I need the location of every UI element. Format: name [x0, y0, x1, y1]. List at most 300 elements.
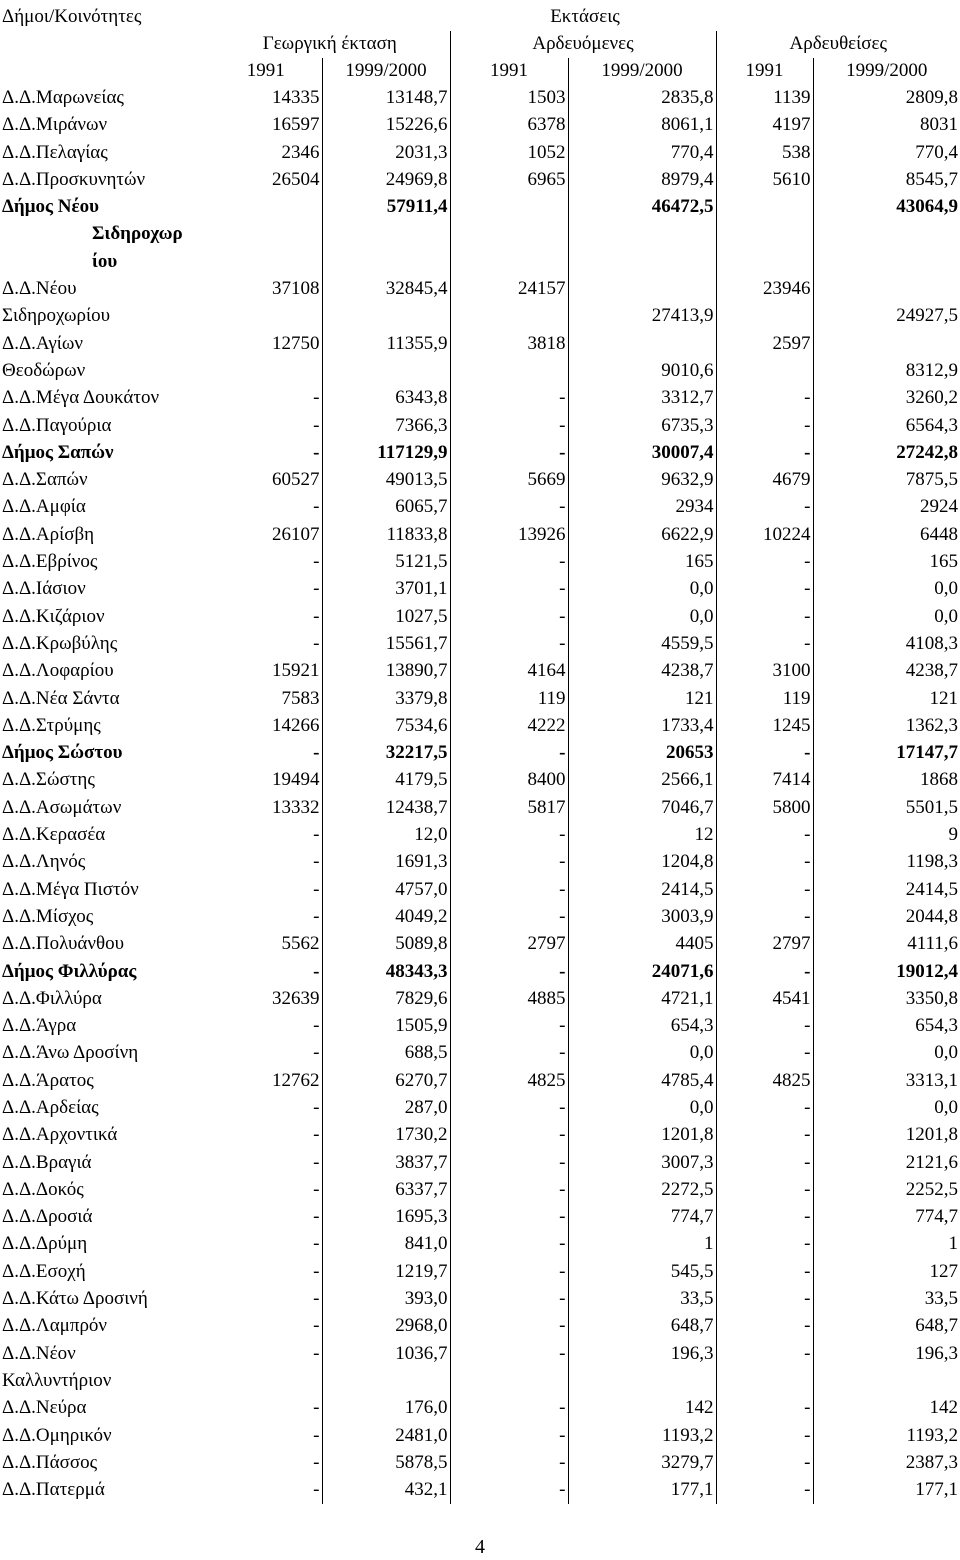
- table-cell: 545,5: [568, 1259, 716, 1286]
- table-cell: 12,0: [322, 822, 450, 849]
- row-label: Δ.Δ.Λοφαρίου: [2, 660, 114, 682]
- table-cell: 3350,8: [905, 987, 959, 1009]
- table-cell: 1027,5: [322, 604, 450, 631]
- row-label: Δ.Δ.Νέον: [2, 1342, 76, 1364]
- table-row: [0, 1341, 960, 1368]
- row-label: Δ.Δ.Νέου: [2, 278, 77, 300]
- table-cell: 12: [568, 822, 716, 849]
- table-row: [0, 358, 960, 385]
- table-cell: [568, 1368, 716, 1395]
- table-cell: [322, 358, 450, 385]
- table-cell: 24157: [450, 276, 568, 303]
- table-cell: 3100: [716, 658, 813, 685]
- table-cell: -: [450, 1450, 568, 1477]
- table-cell: 1505,9: [322, 1013, 450, 1040]
- table-cell: -: [210, 959, 322, 986]
- table-cell: -: [716, 385, 813, 412]
- table-row: [0, 1450, 960, 1477]
- table-cell: -: [716, 1477, 813, 1504]
- table-cell: -: [450, 1013, 568, 1040]
- table-cell: 26504: [210, 167, 322, 194]
- table-row: [0, 1477, 960, 1504]
- table-cell: 4179,5: [322, 767, 450, 794]
- table-cell: 49013,5: [322, 467, 450, 494]
- table-row: [0, 1423, 960, 1450]
- table-row: [0, 1395, 960, 1422]
- table-cell: 7829,6: [322, 986, 450, 1013]
- table-cell: [210, 303, 322, 330]
- table-cell: -: [716, 849, 813, 876]
- table-row: [0, 740, 960, 767]
- table-cell: 37108: [210, 276, 322, 303]
- table-cell: 3260,2: [905, 387, 959, 409]
- table-row: [0, 494, 960, 521]
- table-cell: -: [450, 1477, 568, 1504]
- table-cell: 4111,6: [907, 933, 959, 955]
- table-cell: 13890,7: [322, 658, 450, 685]
- row-label: Δ.Δ.Αμφία: [2, 496, 86, 518]
- row-label: Δ.Δ.Ασωμάτων: [2, 796, 122, 818]
- table-row: [0, 1313, 960, 1340]
- table-cell: 2797: [716, 931, 813, 958]
- table-cell: 5878,5: [322, 1450, 450, 1477]
- table-row: [0, 877, 960, 904]
- table-cell: -: [716, 413, 813, 440]
- table-cell: 2481,0: [322, 1423, 450, 1450]
- table-cell: 6564,3: [905, 414, 959, 436]
- row-label: Δ.Δ.Δοκός: [2, 1178, 84, 1200]
- row-label: Δ.Δ.Εβρίνος: [2, 551, 98, 573]
- table-cell: -: [716, 740, 813, 767]
- table-cell: 12750: [210, 331, 322, 358]
- table-cell: 5610: [716, 167, 813, 194]
- table-row: [0, 931, 960, 958]
- row-label: Δ.Δ.Πατερμά: [2, 1479, 105, 1501]
- table-row: [0, 658, 960, 685]
- table-cell: 6337,7: [322, 1177, 450, 1204]
- table-cell: -: [716, 1204, 813, 1231]
- table-cell: 1691,3: [322, 849, 450, 876]
- table-row: [0, 85, 960, 112]
- row-label: Δ.Δ.Εσοχή: [2, 1260, 86, 1282]
- table-cell: [813, 249, 960, 276]
- table-cell: -: [450, 1095, 568, 1122]
- table-cell: 10224: [716, 522, 813, 549]
- table-row: [0, 686, 960, 713]
- table-cell: [813, 221, 960, 248]
- table-cell: 393,0: [322, 1286, 450, 1313]
- table-cell: 165: [568, 549, 716, 576]
- row-label: Δ.Δ.Κρωβύλης: [2, 632, 118, 654]
- row-label: Δ.Δ.Νεύρα: [2, 1397, 87, 1419]
- table-cell: 4541: [716, 986, 813, 1013]
- table-cell: 2566,1: [568, 767, 716, 794]
- table-cell: -: [210, 1122, 322, 1149]
- table-cell: 4222: [450, 713, 568, 740]
- table-row: [0, 1231, 960, 1258]
- table-cell: 3003,9: [568, 904, 716, 931]
- table-cell: -: [210, 904, 322, 931]
- table-cell: 5817: [450, 795, 568, 822]
- table-cell: 6343,8: [322, 385, 450, 412]
- row-label: Δ.Δ.Σώστης: [2, 769, 95, 791]
- table-cell: -: [450, 1177, 568, 1204]
- table-cell: 2044,8: [905, 905, 959, 927]
- table-cell: 0,0: [568, 1040, 716, 1067]
- header-row-sub: [0, 31, 960, 58]
- table-cell: 2272,5: [568, 1177, 716, 1204]
- table-cell: 8545,7: [905, 168, 959, 190]
- table-cell: 117129,9: [322, 440, 450, 467]
- table-cell: -: [450, 849, 568, 876]
- table-cell: 9632,9: [568, 467, 716, 494]
- table-cell: 2934: [568, 494, 716, 521]
- table-cell: -: [450, 549, 568, 576]
- table-cell: 196,3: [915, 1342, 959, 1364]
- row-label: Σιδηροχωρ: [92, 223, 183, 245]
- table-cell: -: [450, 904, 568, 931]
- table-cell: 8979,4: [568, 167, 716, 194]
- table-cell: 119: [450, 686, 568, 713]
- table-cell: 14266: [210, 713, 322, 740]
- table-cell: 0,0: [934, 605, 959, 627]
- table-cell: 4164: [450, 658, 568, 685]
- row-label: Δ.Δ.Σαπών: [2, 469, 88, 491]
- table-row: [0, 549, 960, 576]
- table-row: [0, 1095, 960, 1122]
- table-cell: 0,0: [568, 576, 716, 603]
- table-cell: 121: [568, 686, 716, 713]
- row-label: Δ.Δ.Ιάσιον: [2, 578, 86, 600]
- header-year: 1999/2000: [568, 58, 716, 85]
- row-label: Καλλυντήριον: [2, 1369, 112, 1391]
- table-cell: 4197: [716, 112, 813, 139]
- table-row: [0, 904, 960, 931]
- table-cell: 432,1: [322, 1477, 450, 1504]
- table-row: [0, 1150, 960, 1177]
- table-row: [0, 1286, 960, 1313]
- table-cell: 1245: [716, 713, 813, 740]
- table-cell: 1219,7: [322, 1259, 450, 1286]
- row-label: Σιδηροχωρίου: [2, 305, 111, 327]
- table-cell: 1193,2: [906, 1424, 959, 1446]
- table-cell: 3007,3: [568, 1150, 716, 1177]
- table-cell: -: [210, 740, 322, 767]
- table-cell: -: [210, 1341, 322, 1368]
- row-label: Δ.Δ.Δρύμη: [2, 1233, 88, 1255]
- row-label: Δ.Δ.Πολυάνθου: [2, 933, 124, 955]
- table-cell: -: [210, 413, 322, 440]
- table-cell: -: [450, 413, 568, 440]
- table-cell: 4108,3: [905, 632, 959, 654]
- table-cell: 287,0: [322, 1095, 450, 1122]
- table-row: [0, 140, 960, 167]
- table-cell: 3379,8: [322, 686, 450, 713]
- table-cell: -: [450, 1040, 568, 1067]
- table-cell: 1868: [920, 769, 959, 791]
- header-year: 1991: [450, 58, 568, 85]
- table-row: [0, 440, 960, 467]
- table-cell: -: [210, 1231, 322, 1258]
- table-cell: [322, 221, 450, 248]
- table-cell: -: [716, 1013, 813, 1040]
- table-cell: 0,0: [568, 1095, 716, 1122]
- table-cell: -: [210, 822, 322, 849]
- table-cell: 32217,5: [322, 740, 450, 767]
- table-row: [0, 795, 960, 822]
- table-cell: -: [716, 1286, 813, 1313]
- table-cell: 4238,7: [905, 660, 959, 682]
- table-cell: 5501,5: [905, 796, 959, 818]
- row-label: ίου: [92, 250, 118, 272]
- table-cell: [716, 194, 813, 221]
- table-cell: -: [450, 631, 568, 658]
- table-cell: -: [210, 877, 322, 904]
- table-cell: -: [716, 1040, 813, 1067]
- table-cell: [210, 1368, 322, 1395]
- table-cell: 24927,5: [896, 305, 959, 327]
- table-cell: 1503: [450, 85, 568, 112]
- table-row: [0, 167, 960, 194]
- table-cell: 14335: [210, 85, 322, 112]
- row-label: Δ.Δ.Προσκυνητών: [2, 168, 146, 190]
- table-cell: 4679: [716, 467, 813, 494]
- table-cell: [568, 249, 716, 276]
- table-row: [0, 385, 960, 412]
- table-cell: 0,0: [934, 1042, 959, 1064]
- row-label: Δ.Δ.Μιράνων: [2, 114, 108, 136]
- table-cell: 1733,4: [568, 713, 716, 740]
- table-cell: 15226,6: [322, 112, 450, 139]
- table-cell: 17147,7: [896, 742, 959, 764]
- row-label: Δ.Δ.Μέγα Πιστόν: [2, 878, 139, 900]
- table-row: [0, 112, 960, 139]
- header-year: 1991: [210, 58, 322, 85]
- table-cell: -: [716, 604, 813, 631]
- table-cell: 4049,2: [322, 904, 450, 931]
- table-cell: -: [210, 1150, 322, 1177]
- table-cell: 19012,4: [896, 960, 959, 982]
- table-cell: 12438,7: [322, 795, 450, 822]
- table-cell: 1201,8: [905, 1124, 959, 1146]
- table-cell: -: [210, 1095, 322, 1122]
- table-cell: 2797: [450, 931, 568, 958]
- table-row: [0, 822, 960, 849]
- table-cell: -: [210, 385, 322, 412]
- table-cell: 0,0: [934, 578, 959, 600]
- table-cell: 119: [716, 686, 813, 713]
- row-label: Δ.Δ.Αγίων: [2, 332, 83, 354]
- header-year: 1991: [716, 58, 813, 85]
- row-label: Δ.Δ.Μίσχος: [2, 905, 94, 927]
- table-cell: 654,3: [915, 1015, 959, 1037]
- table-cell: -: [450, 1341, 568, 1368]
- table-cell: 1: [948, 1233, 959, 1255]
- table-cell: 4885: [450, 986, 568, 1013]
- table-cell: 33,5: [924, 1288, 959, 1310]
- table-cell: 1201,8: [568, 1122, 716, 1149]
- table-cell: -: [210, 1423, 322, 1450]
- table-cell: -: [210, 1259, 322, 1286]
- table-cell: 176,0: [322, 1395, 450, 1422]
- table-cell: 4757,0: [322, 877, 450, 904]
- table-cell: -: [450, 959, 568, 986]
- table-cell: -: [450, 604, 568, 631]
- row-label: Δ.Δ.Βραγιά: [2, 1151, 92, 1173]
- table-cell: [322, 303, 450, 330]
- table-cell: -: [716, 1231, 813, 1258]
- table-cell: 7875,5: [905, 469, 959, 491]
- table-cell: 648,7: [915, 1315, 959, 1337]
- table-cell: 6965: [450, 167, 568, 194]
- table-cell: -: [716, 1150, 813, 1177]
- table-cell: 8061,1: [568, 112, 716, 139]
- table-cell: 177,1: [568, 1477, 716, 1504]
- table-cell: 648,7: [568, 1313, 716, 1340]
- table-cell: 6270,7: [322, 1068, 450, 1095]
- page-number: 4: [475, 1536, 485, 1558]
- table-row: [0, 221, 960, 248]
- table-cell: 2414,5: [905, 878, 959, 900]
- table-cell: 13332: [210, 795, 322, 822]
- table-cell: 5669: [450, 467, 568, 494]
- table-cell: 1036,7: [322, 1341, 450, 1368]
- header-year: 1999/2000: [322, 58, 450, 85]
- table-cell: 7366,3: [322, 413, 450, 440]
- table-cell: -: [450, 1122, 568, 1149]
- table-row: [0, 522, 960, 549]
- table-cell: 11355,9: [322, 331, 450, 358]
- row-label: Δήμος Νέου: [2, 196, 99, 218]
- table-cell: 1193,2: [568, 1423, 716, 1450]
- table-cell: -: [210, 1177, 322, 1204]
- table-cell: -: [210, 1477, 322, 1504]
- table-cell: 0,0: [934, 1096, 959, 1118]
- row-label: Δ.Δ.Άρατος: [2, 1069, 94, 1091]
- table-cell: 1362,3: [905, 714, 959, 736]
- table-cell: -: [716, 549, 813, 576]
- row-label: Δ.Δ.Μαρωνείας: [2, 87, 124, 108]
- row-label: Δ.Δ.Αρδείας: [2, 1096, 99, 1118]
- table-cell: [813, 1368, 960, 1395]
- table-cell: 13926: [450, 522, 568, 549]
- table-cell: 774,7: [568, 1204, 716, 1231]
- row-label: Δ.Δ.Πάσσος: [2, 1451, 98, 1473]
- table-cell: 2121,6: [905, 1151, 959, 1173]
- row-label: Δ.Δ.Πελαγίας: [2, 141, 108, 163]
- table-cell: 6065,7: [322, 494, 450, 521]
- row-label: Δ.Δ.Λαμπρόν: [2, 1315, 108, 1337]
- table-cell: 5562: [210, 931, 322, 958]
- table-cell: [210, 358, 322, 385]
- row-label: Δ.Δ.Νέα Σάντα: [2, 687, 120, 709]
- table-cell: 770,4: [915, 141, 959, 163]
- header-agricultural-area: Γεωργική έκταση: [210, 31, 450, 58]
- table-cell: 43064,9: [896, 196, 959, 218]
- table-body: [0, 85, 960, 1504]
- table-cell: 24071,6: [568, 959, 716, 986]
- table-cell: 127: [929, 1260, 959, 1282]
- table-cell: -: [716, 1095, 813, 1122]
- table-cell: -: [450, 1423, 568, 1450]
- row-label: Δ.Δ.Στρύμης: [2, 714, 101, 736]
- table-cell: [716, 303, 813, 330]
- table-cell: -: [450, 1259, 568, 1286]
- table-cell: -: [716, 1341, 813, 1368]
- table-row: [0, 959, 960, 986]
- table-cell: -: [210, 549, 322, 576]
- table-cell: [716, 1368, 813, 1395]
- row-label: Δ.Δ.Αρίσβη: [2, 523, 95, 545]
- table-row: [0, 631, 960, 658]
- table-cell: 4825: [716, 1068, 813, 1095]
- table-cell: [450, 221, 568, 248]
- table-cell: -: [210, 440, 322, 467]
- table-cell: -: [210, 631, 322, 658]
- table-cell: 60527: [210, 467, 322, 494]
- table-cell: 13148,7: [322, 85, 450, 112]
- table-cell: -: [716, 494, 813, 521]
- table-cell: -: [716, 1259, 813, 1286]
- table-cell: 3701,1: [322, 576, 450, 603]
- table-cell: -: [450, 440, 568, 467]
- table-cell: 1198,3: [906, 851, 959, 873]
- table-row: [0, 1259, 960, 1286]
- area-table: [0, 4, 960, 1504]
- table-cell: 4825: [450, 1068, 568, 1095]
- table-row: [0, 713, 960, 740]
- table-cell: -: [210, 1313, 322, 1340]
- header-irrigated: Αρδευθείσες: [789, 33, 888, 54]
- header-areas: Εκτάσεις: [550, 6, 620, 27]
- table-cell: 7534,6: [322, 713, 450, 740]
- table-cell: 24969,8: [322, 167, 450, 194]
- table-cell: 2387,3: [905, 1451, 959, 1473]
- table-row: [0, 331, 960, 358]
- table-cell: [716, 221, 813, 248]
- table-cell: 177,1: [915, 1479, 959, 1501]
- table-cell: [450, 1368, 568, 1395]
- table-cell: -: [716, 576, 813, 603]
- table-cell: -: [210, 494, 322, 521]
- table-row: [0, 1204, 960, 1231]
- table-cell: -: [450, 385, 568, 412]
- table-row: [0, 1177, 960, 1204]
- table-cell: 165: [929, 551, 959, 573]
- table-cell: 538: [716, 140, 813, 167]
- table-cell: -: [716, 877, 813, 904]
- table-cell: [210, 249, 322, 276]
- table-cell: -: [450, 740, 568, 767]
- table-cell: 27413,9: [568, 303, 716, 330]
- table-cell: 2597: [716, 331, 813, 358]
- row-label: Θεοδώρων: [2, 359, 86, 381]
- table-cell: 142: [929, 1397, 959, 1419]
- table-cell: -: [450, 1313, 568, 1340]
- table-cell: 7583: [210, 686, 322, 713]
- table-cell: 15561,7: [322, 631, 450, 658]
- row-label: Δ.Δ.Φιλλύρα: [2, 987, 102, 1009]
- table-cell: 2809,8: [905, 87, 959, 108]
- table-cell: 33,5: [568, 1286, 716, 1313]
- table-cell: 5089,8: [322, 931, 450, 958]
- table-cell: 4238,7: [568, 658, 716, 685]
- table-cell: 16597: [210, 112, 322, 139]
- table-cell: [568, 331, 716, 358]
- table-cell: 12762: [210, 1068, 322, 1095]
- table-row: [0, 576, 960, 603]
- row-label: Δήμος Φιλλύρας: [2, 960, 137, 982]
